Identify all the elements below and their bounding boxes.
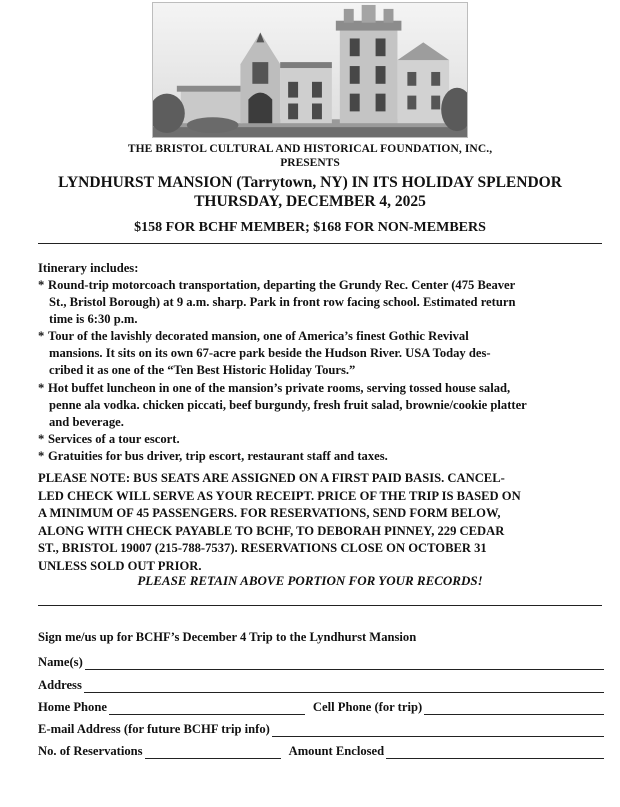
mansion-photo [152, 2, 468, 138]
note-line: ALONG WITH CHECK PAYABLE TO BCHF, TO DEBORAH PINNEY, 229 CEDAR [38, 523, 505, 538]
itinerary-text: Hot buffet luncheon in one of the mansion’s private rooms, serving tossed house salad, [48, 380, 511, 395]
divider-top [38, 243, 602, 244]
note-line: ST., BRISTOL 19007 (215-788-7537). RESERVATIONS CLOSE ON OCTOBER 31 [38, 541, 487, 556]
signup-heading: Sign me/us up for BCHF’s December 4 Trip to the Lyndhurst Mansion [38, 630, 417, 644]
reservations-label: No. of Reservations [38, 744, 143, 758]
tear-off-line [38, 605, 602, 606]
amount-label: Amount Enclosed [288, 744, 385, 758]
names-field[interactable] [85, 655, 604, 670]
itinerary-text: mansions. It sits on its own 67-acre park beside the Hudson River. USA Today des- [49, 346, 491, 361]
address-row [38, 675, 604, 693]
home-phone-field[interactable] [109, 700, 305, 715]
please-note-paragraph [38, 470, 604, 576]
retain-notice: PLEASE RETAIN ABOVE PORTION FOR YOUR RECORDS! [137, 573, 483, 588]
price-line: $158 FOR BCHF MEMBER; $168 FOR NON-MEMBERS [134, 220, 486, 235]
itinerary-text: Tour of the lavishly decorated mansion, one of America’s finest Gothic Revival [48, 329, 469, 344]
note-line: UNLESS SOLD OUT PRIOR. [38, 558, 202, 573]
names-row [38, 652, 604, 670]
itinerary-item: * Gratuities for bus driver, trip escort, restaurant staff and taxes. [38, 448, 388, 463]
itinerary-text: Services of a tour escort. [48, 431, 180, 446]
cell-phone-field[interactable] [424, 700, 604, 715]
itinerary-text: Gratuities for bus driver, trip escort, restaurant staff and taxes. [48, 448, 388, 463]
reservations-field[interactable] [145, 744, 281, 759]
itinerary-text: Round-trip motorcoach transportation, departing the Grundy Rec. Center (475 Beaver [48, 278, 516, 292]
email-field[interactable] [272, 722, 604, 737]
reservations-row [38, 741, 604, 759]
home-phone-label: Home Phone [38, 700, 107, 714]
note-line: A MINIMUM OF 45 PASSENGERS. FOR RESERVATIONS, SEND FORM BELOW, [38, 506, 501, 521]
itinerary-item: * Hot buffet luncheon in one of the mansion’s private rooms, serving tossed house salad, penne ala vodka. chicken piccati, beef burgundy, fresh fruit salad, brownie/cookie platter and beverage. [38, 380, 604, 431]
itinerary-list [38, 277, 604, 465]
itinerary-text: and beverage. [49, 414, 124, 429]
address-label: Address [38, 678, 82, 692]
event-title: LYNDHURST MANSION (Tarrytown, NY) IN ITS HOLIDAY SPLENDOR [58, 174, 562, 191]
event-date: THURSDAY, DECEMBER 4, 2025 [194, 193, 426, 210]
email-label: E-mail Address (for future BCHF trip info) [38, 722, 270, 736]
cell-phone-label: Cell Phone (for trip) [312, 700, 423, 714]
itinerary-heading: Itinerary includes: [38, 261, 139, 275]
itinerary-text: time is 6:30 p.m. [49, 312, 138, 327]
note-line: PLEASE NOTE: BUS SEATS ARE ASSIGNED ON A FIRST PAID BASIS. CANCEL- [38, 471, 505, 485]
organization-name: THE BRISTOL CULTURAL AND HISTORICAL FOUNDATION, INC., [127, 143, 493, 155]
itinerary-item: * Round-trip motorcoach transportation, departing the Grundy Rec. Center (475 Beaver St., Bristol Borough) at 9 a.m. sharp. Park in front row facing school. Estimated return time is 6:30 p.m. [38, 277, 604, 328]
itinerary-text: cribed it as one of the “Ten Best Historic Holiday Tours.” [49, 363, 356, 378]
note-line: LED CHECK WILL SERVE AS YOUR RECEIPT. PRICE OF THE TRIP IS BASED ON [38, 488, 521, 503]
phone-row [38, 697, 604, 715]
email-row [38, 719, 604, 737]
itinerary-item: * Services of a tour escort. [38, 431, 180, 446]
amount-field[interactable] [386, 744, 604, 759]
address-field[interactable] [84, 678, 604, 693]
itinerary-item: * Tour of the lavishly decorated mansion, one of America’s finest Gothic Revival mansions. It sits on its own 67-acre park beside the Hudson River. USA Today des- cribed it as one of the “Ten Best Historic Holiday Tours.” [38, 328, 604, 379]
presents-label: PRESENTS [280, 157, 340, 169]
itinerary-text: penne ala vodka. chicken piccati, beef burgundy, fresh fruit salad, brownie/cookie platter [49, 397, 527, 412]
itinerary-text: St., Bristol Borough) at 9 a.m. sharp. Park in front row facing school. Estimated return [49, 295, 516, 310]
names-label: Name(s) [38, 655, 83, 669]
